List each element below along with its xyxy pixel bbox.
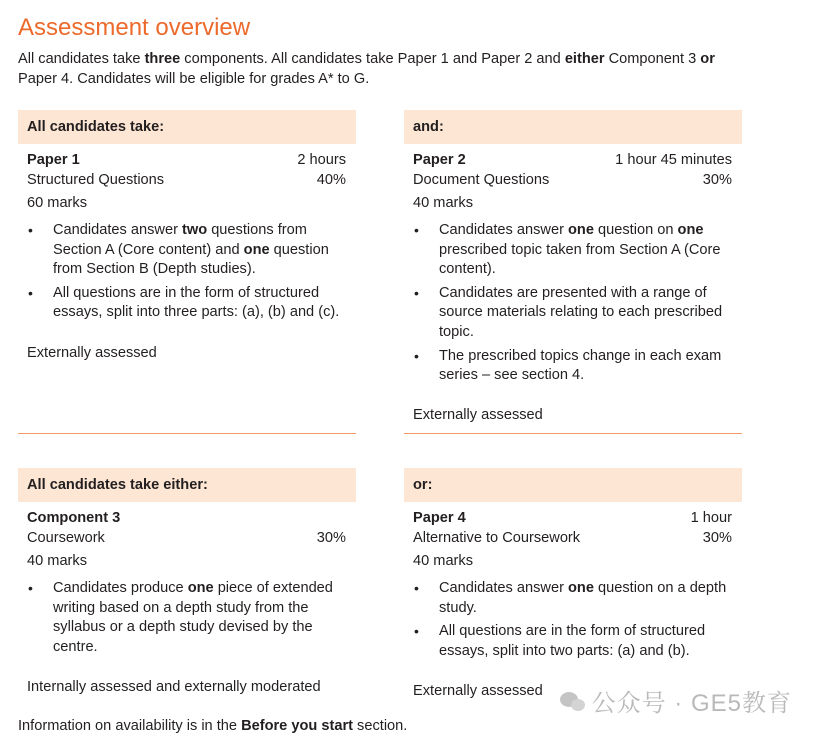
divider <box>18 433 356 434</box>
component-name: Paper 4 <box>413 510 466 526</box>
watermark <box>560 683 792 718</box>
duration: 1 hour <box>690 510 732 526</box>
card-header: All candidates take either: <box>18 468 356 502</box>
intro-paragraph: All candidates take three components. All candidates take Paper 1 and Paper 2 and either Component 3 or Paper 4. Candidates will be eligible for grades A* to G. <box>18 51 715 87</box>
list-item: • Candidates answer one question on one prescribed topic taken from Section A (Core content). <box>413 221 732 280</box>
duration: 2 hours <box>297 152 346 168</box>
component-name: Paper 1 <box>27 152 80 168</box>
question-type: Alternative to Coursework <box>413 530 581 546</box>
marks: 40 marks <box>413 553 474 569</box>
marks: 40 marks <box>413 195 474 211</box>
card-header: and: <box>404 110 742 144</box>
component-name: Paper 2 <box>413 152 466 168</box>
availability-note: Information on availability is in the Before you start section. <box>18 718 408 734</box>
wechat-icon <box>560 690 586 712</box>
assessment-type: Externally assessed <box>413 683 543 699</box>
card-paper-2 <box>404 110 742 434</box>
list-item: • Candidates are presented with a range of source materials relating to each prescribed topic. <box>413 284 732 343</box>
list-item: • Candidates answer two questions from Section A (Core content) and one question from Section B (Depth studies). <box>27 221 346 280</box>
card-header: or: <box>404 468 742 502</box>
component-name: Component 3 <box>27 510 121 526</box>
watermark-text: 公众号 · GE5教育 <box>591 690 792 717</box>
list-item: • All questions are in the form of structured essays, split into three parts: (a), (b) and (c). <box>27 284 346 323</box>
divider <box>404 433 742 434</box>
bullet-list <box>413 221 732 386</box>
card-paper-4 <box>404 468 742 708</box>
list-item: • All questions are in the form of structured essays, split into two parts: (a) and (b). <box>413 622 732 661</box>
bullet-list <box>27 579 346 657</box>
weighting: 40% <box>316 172 346 188</box>
weighting: 30% <box>702 530 732 546</box>
assessment-type: Externally assessed <box>413 407 543 423</box>
question-type: Structured Questions <box>27 172 165 188</box>
question-type: Coursework <box>27 530 105 546</box>
weighting: 30% <box>316 530 346 546</box>
bullet-list <box>27 221 346 323</box>
card-component-3 <box>18 468 356 708</box>
list-item: • The prescribed topics change in each exam series – see section 4. <box>413 347 732 386</box>
card-paper-1 <box>18 110 356 434</box>
bullet-list <box>413 579 732 661</box>
card-header: All candidates take: <box>18 110 356 144</box>
question-type: Document Questions <box>413 172 550 188</box>
marks: 40 marks <box>27 553 88 569</box>
weighting: 30% <box>702 172 732 188</box>
list-item: • Candidates produce one piece of extended writing based on a depth study from the syllabus or a depth study devised by the centre. <box>27 579 346 657</box>
duration: 1 hour 45 minutes <box>615 152 732 168</box>
assessment-type: Internally assessed and externally moderated <box>27 679 321 695</box>
page-title: Assessment overview <box>18 14 251 41</box>
list-item: • Candidates answer one question on a depth study. <box>413 579 732 618</box>
assessment-type: Externally assessed <box>27 345 157 361</box>
marks: 60 marks <box>27 195 88 211</box>
